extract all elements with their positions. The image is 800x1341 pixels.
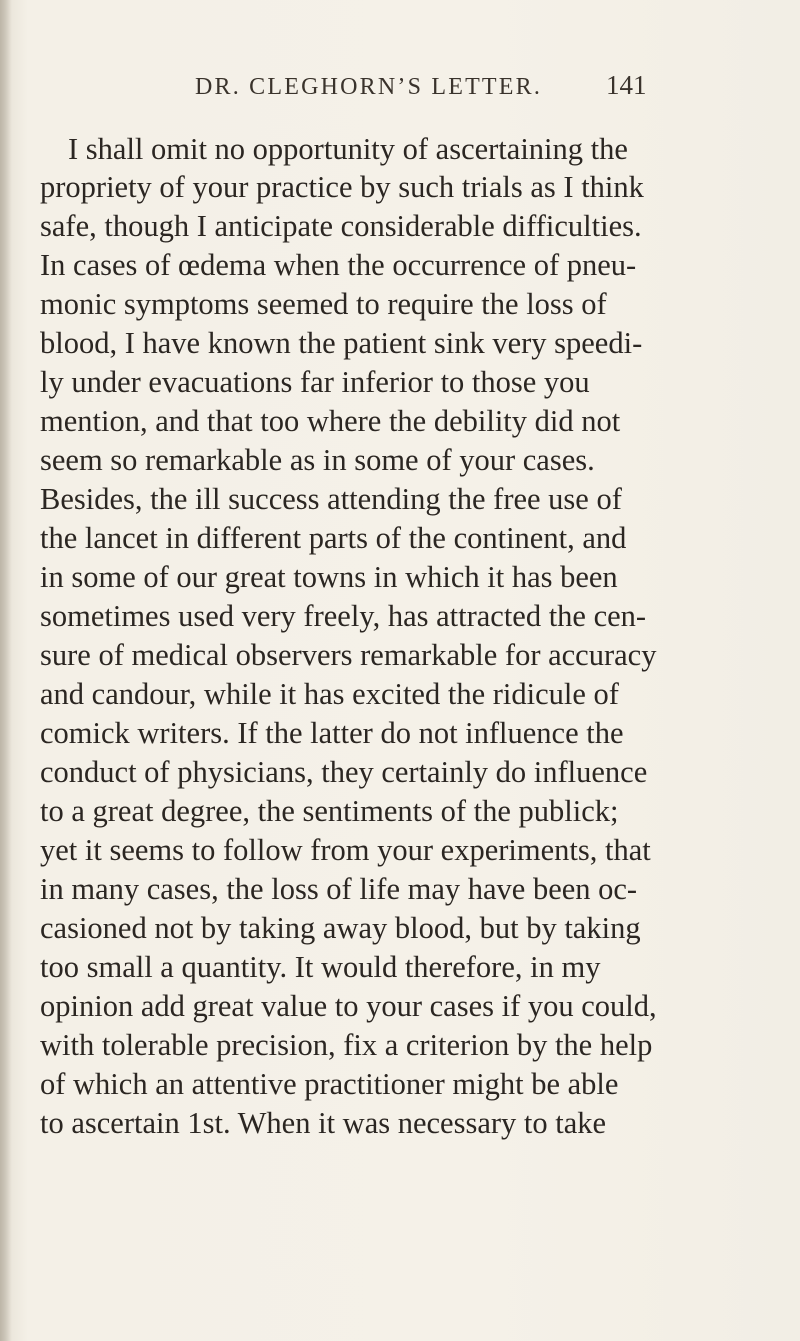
text-line: comick writers. If the latter do not influence the bbox=[40, 716, 624, 750]
text-line: safe, though I anticipate considerable difficulties. bbox=[40, 209, 642, 243]
page-gutter bbox=[0, 0, 12, 1341]
text-line: ly under evacuations far inferior to those you bbox=[40, 365, 590, 399]
text-line: In cases of œdema when the occurrence of pneu- bbox=[40, 248, 637, 282]
text-line: seem so remarkable as in some of your cases. bbox=[40, 443, 595, 477]
page-number: 141 bbox=[606, 70, 647, 100]
text-line: to ascertain 1st. When it was necessary to take bbox=[40, 1106, 607, 1140]
text-line: mention, and that too where the debility did not bbox=[40, 404, 621, 438]
text-line: in many cases, the loss of life may have been oc- bbox=[40, 872, 638, 906]
text-line: blood, I have known the patient sink very speedi- bbox=[40, 326, 643, 360]
text-line: with tolerable precision, fix a criterion by the help bbox=[40, 1028, 653, 1062]
text-line: propriety of your practice by such trials as I think bbox=[40, 170, 644, 204]
text-line: monic symptoms seemed to require the loss of bbox=[40, 287, 607, 321]
text-line: I shall omit no opportunity of ascertaining the bbox=[68, 132, 628, 166]
text-line: yet it seems to follow from your experiments, that bbox=[40, 833, 651, 867]
text-line: Besides, the ill success attending the free use of bbox=[40, 482, 622, 516]
text-line: too small a quantity. It would therefore, in my bbox=[40, 950, 601, 984]
text-line: of which an attentive practitioner might be able bbox=[40, 1067, 619, 1101]
text-line: opinion add great value to your cases if you could, bbox=[40, 989, 657, 1023]
page-header bbox=[0, 62, 800, 102]
text-line: in some of our great towns in which it has been bbox=[40, 560, 618, 594]
text-line: to a great degree, the sentiments of the publick; bbox=[40, 794, 619, 828]
text-line: casioned not by taking away blood, but by taking bbox=[40, 911, 641, 945]
text-line: and candour, while it has excited the ridicule of bbox=[40, 677, 619, 711]
text-line: sure of medical observers remarkable for accuracy bbox=[40, 638, 657, 672]
text-line: conduct of physicians, they certainly do influence bbox=[40, 755, 648, 789]
text-line: sometimes used very freely, has attracted the cen- bbox=[40, 599, 647, 633]
text-line: the lancet in different parts of the continent, and bbox=[40, 521, 627, 555]
running-head: DR. CLEGHORN’S LETTER. bbox=[195, 74, 543, 100]
